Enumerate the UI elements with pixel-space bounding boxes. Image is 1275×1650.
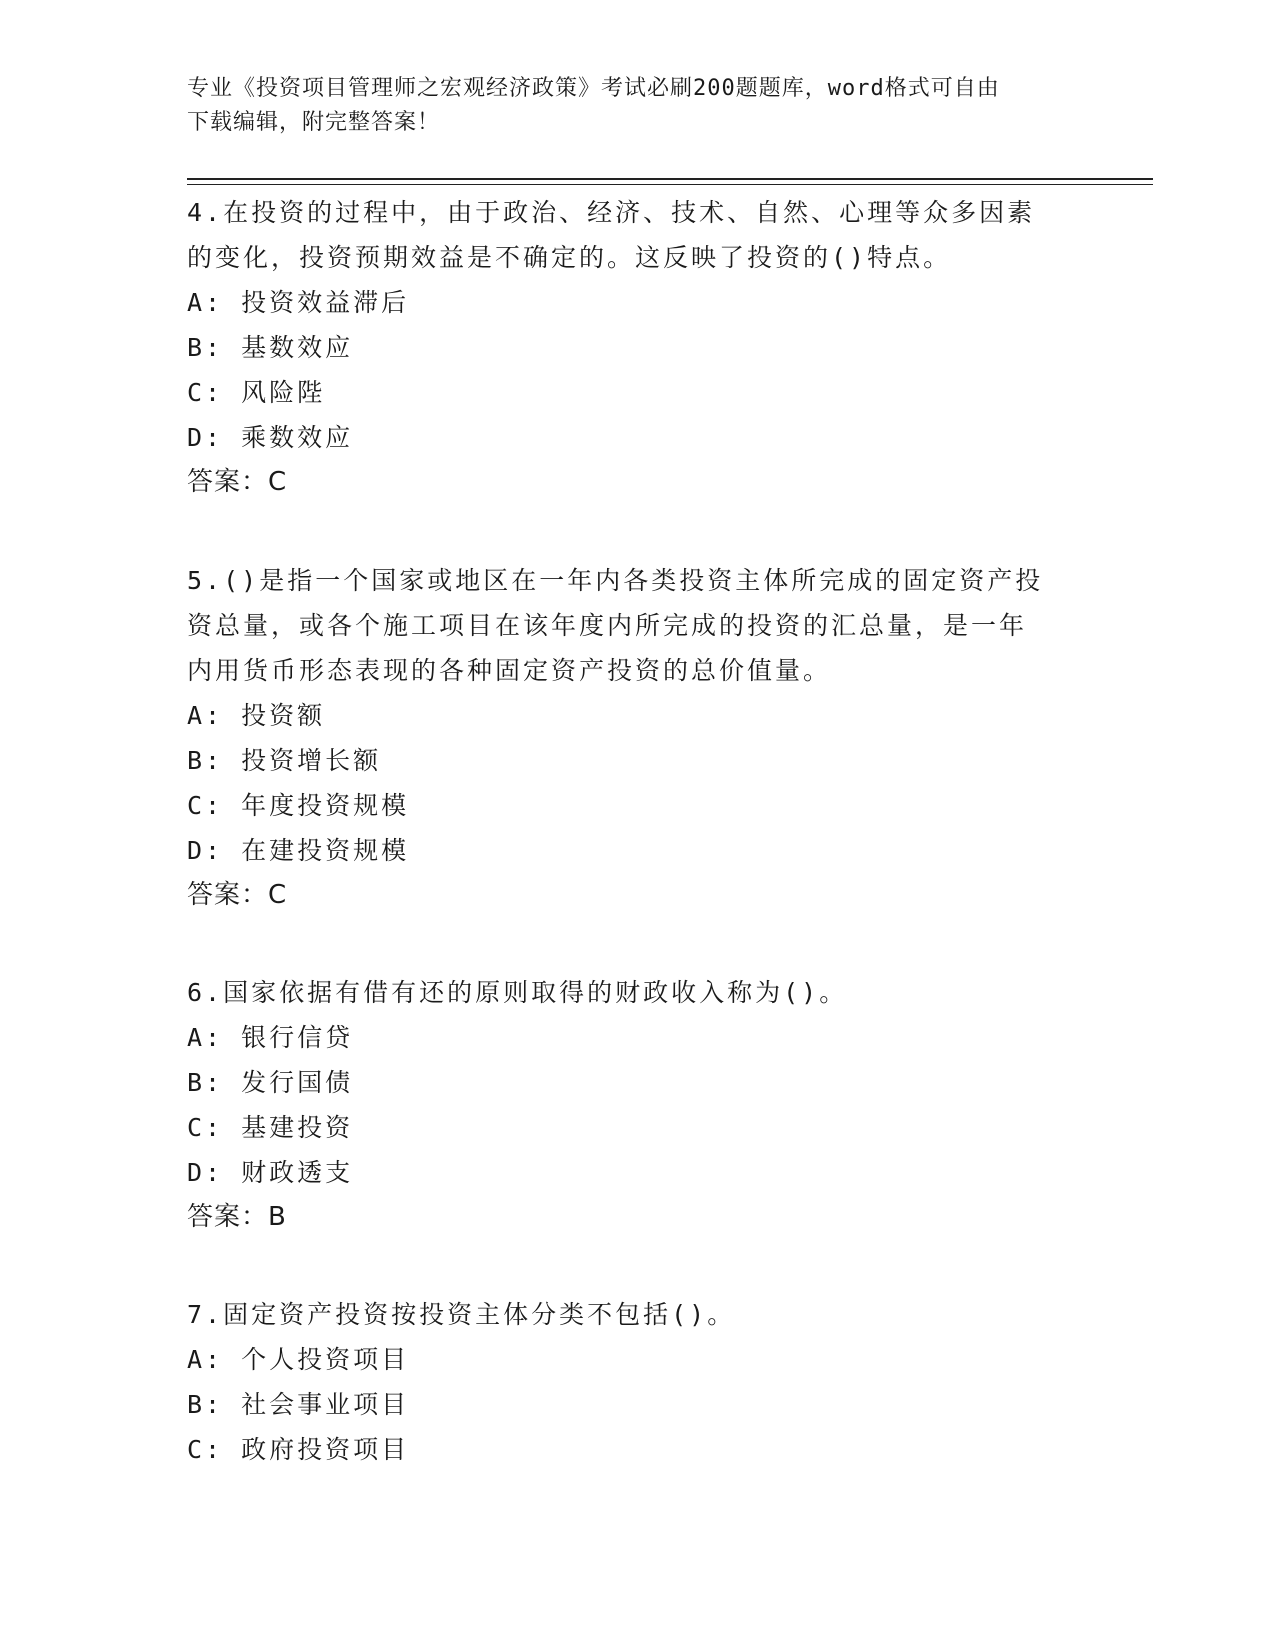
question-5	[187, 558, 1087, 918]
option-b: B: 发行国债	[187, 1068, 354, 1097]
header-line-1: 专业《投资项目管理师之宏观经济政策》考试必刷200题题库，word格式可自由	[187, 76, 1000, 101]
option-d: D: 财政透支	[187, 1158, 354, 1187]
option-b: B: 社会事业项目	[187, 1390, 410, 1419]
answer-label: 答案：B	[187, 1202, 287, 1232]
question-4	[187, 190, 1087, 505]
answer-label: 答案：C	[187, 880, 288, 910]
question-text-line: 5.()是指一个国家或地区在一年内各类投资主体所完成的固定资产投	[187, 566, 1044, 595]
question-6	[187, 970, 1087, 1240]
option-c: C: 年度投资规模	[187, 791, 410, 820]
option-a: A: 个人投资项目	[187, 1345, 410, 1374]
header-divider-thin	[187, 184, 1153, 185]
option-d: D: 乘数效应	[187, 423, 354, 452]
question-text-line: 7.固定资产投资按投资主体分类不包括()。	[187, 1300, 736, 1329]
answer-label: 答案：C	[187, 467, 288, 497]
option-c: C: 政府投资项目	[187, 1435, 410, 1464]
option-c: C: 基建投资	[187, 1113, 354, 1142]
option-b: B: 投资增长额	[187, 746, 382, 775]
option-b: B: 基数效应	[187, 333, 354, 362]
question-text-line: 内用货币形态表现的各种固定资产投资的总价值量。	[187, 656, 832, 685]
question-list	[187, 190, 1087, 1472]
option-c: C: 风险陛	[187, 378, 326, 407]
option-a: A: 投资额	[187, 701, 326, 730]
option-a: A: 投资效益滞后	[187, 288, 410, 317]
question-text-line: 资总量，或各个施工项目在该年度内所完成的投资的汇总量，是一年	[187, 611, 1028, 640]
question-7	[187, 1292, 1087, 1472]
option-d: D: 在建投资规模	[187, 836, 410, 865]
header-line-2: 下载编辑，附完整答案！	[187, 110, 441, 135]
question-text-line: 6.国家依据有借有还的原则取得的财政收入称为()。	[187, 978, 848, 1007]
question-text-line: 的变化，投资预期效益是不确定的。这反映了投资的()特点。	[187, 243, 952, 272]
question-text-line: 4.在投资的过程中，由于政治、经济、技术、自然、心理等众多因素	[187, 198, 1036, 227]
option-a: A: 银行信贷	[187, 1023, 354, 1052]
document-header	[187, 72, 1067, 140]
header-divider-thick	[187, 178, 1153, 180]
